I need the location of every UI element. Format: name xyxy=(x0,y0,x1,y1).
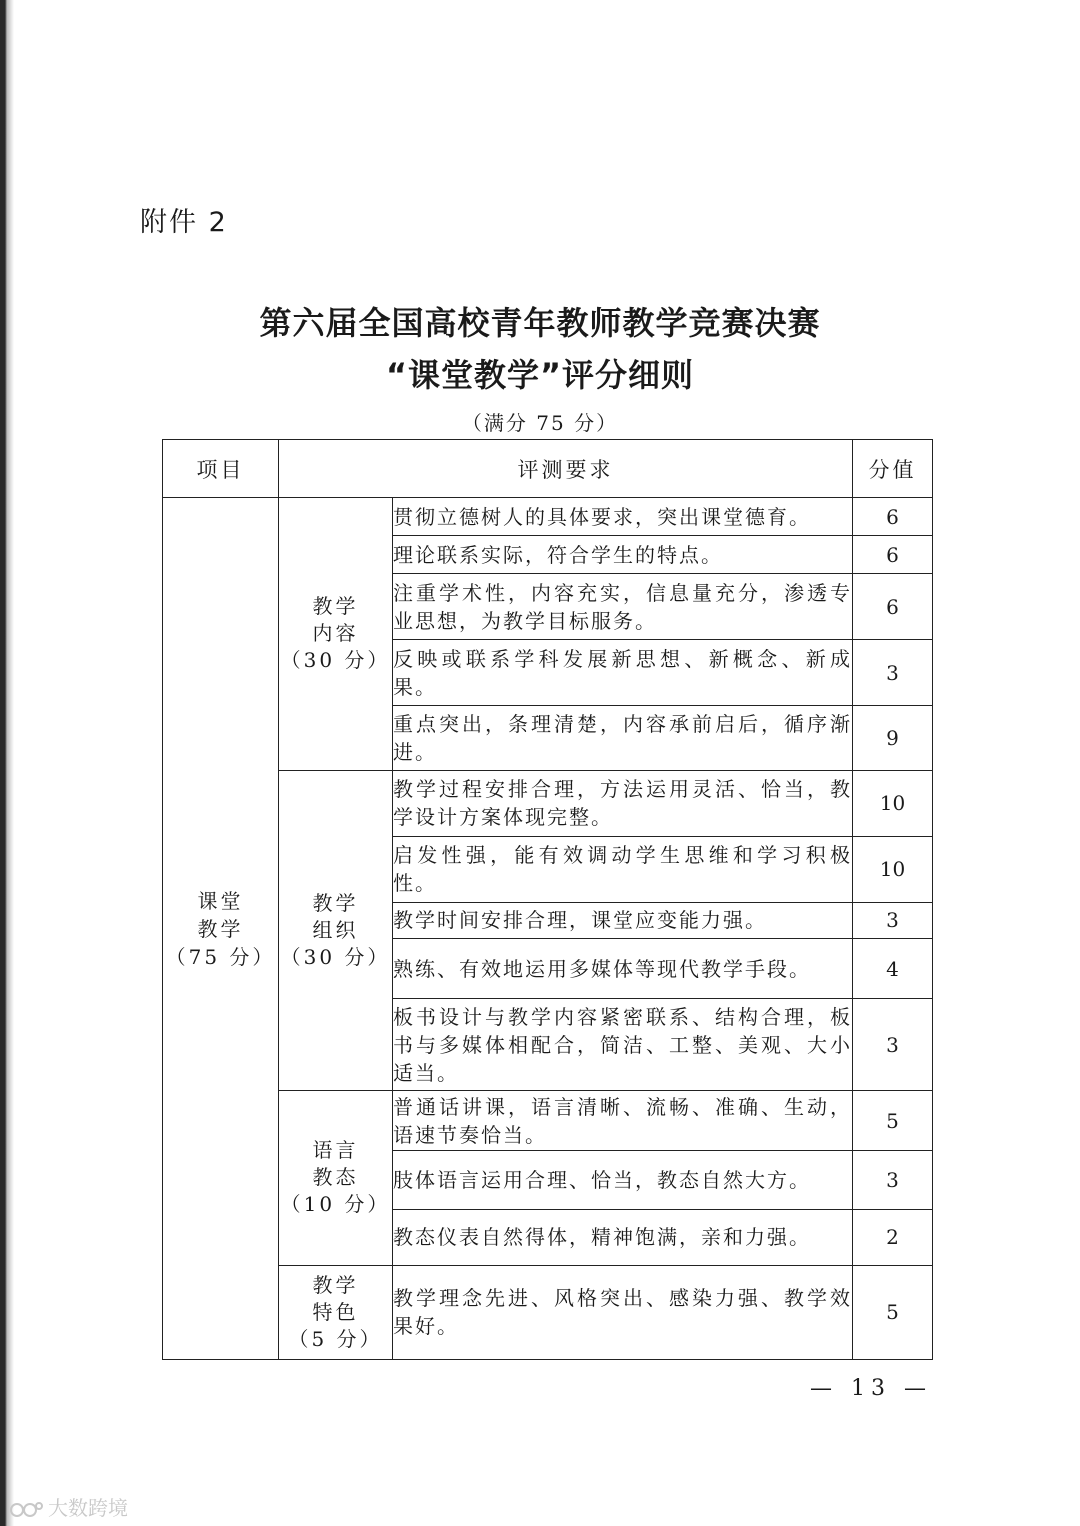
watermark-logo-icon xyxy=(8,1500,44,1520)
requirement-text: 教学理念先进、风格突出、感染力强、教学效果好。 xyxy=(393,1265,853,1359)
score-value: 5 xyxy=(853,1091,933,1151)
category-name: 语言教态 xyxy=(312,1138,359,1190)
requirement-text: 熟练、有效地运用多媒体等现代教学手段。 xyxy=(393,938,853,998)
requirement-text: 注重学术性，内容充实，信息量充分，渗透专业思想，为教学目标服务。 xyxy=(393,574,853,640)
project-cell xyxy=(163,498,279,1360)
category-name: 教学特色 xyxy=(312,1272,359,1324)
table-row xyxy=(163,1265,933,1359)
category-cell xyxy=(279,498,393,771)
category-points: （30 分） xyxy=(280,648,391,673)
header-score: 分值 xyxy=(853,440,933,498)
score-value: 3 xyxy=(853,640,933,706)
category-points: （10 分） xyxy=(280,1192,391,1217)
category-points: （30 分） xyxy=(280,944,391,969)
table-row xyxy=(163,498,933,536)
score-value: 2 xyxy=(853,1209,933,1265)
table-row xyxy=(163,1091,933,1151)
requirement-text: 反映或联系学科发展新思想、新概念、新成果。 xyxy=(393,640,853,706)
page-number: — 13 — xyxy=(810,1376,932,1401)
score-value: 10 xyxy=(853,770,933,836)
score-value: 6 xyxy=(853,498,933,536)
header-project: 项目 xyxy=(163,440,279,498)
watermark xyxy=(8,1492,128,1521)
scan-left-edge xyxy=(0,0,14,1526)
watermark-text: 大数跨境 xyxy=(48,1496,128,1520)
full-score-note: （满分 75 分） xyxy=(461,411,619,435)
requirement-text: 贯彻立德树人的具体要求，突出课堂德育。 xyxy=(393,498,853,536)
requirement-text: 板书设计与教学内容紧密联系、结构合理，板书与多媒体相配合，简洁、工整、美观、大小适当。 xyxy=(393,999,853,1091)
requirement-text: 教学过程安排合理，方法运用灵活、恰当，教学设计方案体现完整。 xyxy=(393,770,853,836)
category-name: 教学内容 xyxy=(312,594,359,646)
category-cell xyxy=(279,770,393,1091)
requirement-text: 启发性强，能有效调动学生思维和学习积极性。 xyxy=(393,836,853,902)
project-name: 课堂教学 xyxy=(197,888,244,941)
requirement-text: 教学时间安排合理，课堂应变能力强。 xyxy=(393,902,853,938)
score-value: 10 xyxy=(853,836,933,902)
score-value: 6 xyxy=(853,536,933,574)
requirement-text: 理论联系实际，符合学生的特点。 xyxy=(393,536,853,574)
score-value: 6 xyxy=(853,574,933,640)
score-value: 5 xyxy=(853,1265,933,1359)
category-points: （5 分） xyxy=(288,1326,383,1351)
project-points: （75 分） xyxy=(165,944,276,969)
score-value: 3 xyxy=(853,1151,933,1209)
requirement-text: 普通话讲课，语言清晰、流畅、准确、生动，语速节奏恰当。 xyxy=(393,1091,853,1151)
header-requirement: 评测要求 xyxy=(279,440,853,498)
attachment-label: 附件 2 xyxy=(140,207,228,238)
score-value: 3 xyxy=(853,902,933,938)
score-value: 9 xyxy=(853,706,933,770)
requirement-text: 教态仪表自然得体，精神饱满，亲和力强。 xyxy=(393,1209,853,1265)
table-row xyxy=(163,770,933,836)
category-name: 教学组织 xyxy=(312,890,359,942)
requirement-text: 重点突出，条理清楚，内容承前启后，循序渐进。 xyxy=(393,706,853,770)
score-value: 3 xyxy=(853,999,933,1091)
scoring-table xyxy=(162,439,933,1360)
requirement-text: 肢体语言运用合理、恰当，教态自然大方。 xyxy=(393,1151,853,1209)
document-title: 第六届全国高校青年教师教学竞赛决赛 xyxy=(259,304,821,342)
document-subtitle: “课堂教学”评分细则 xyxy=(385,356,695,394)
category-cell xyxy=(279,1091,393,1265)
category-cell xyxy=(279,1265,393,1359)
score-value: 4 xyxy=(853,938,933,998)
